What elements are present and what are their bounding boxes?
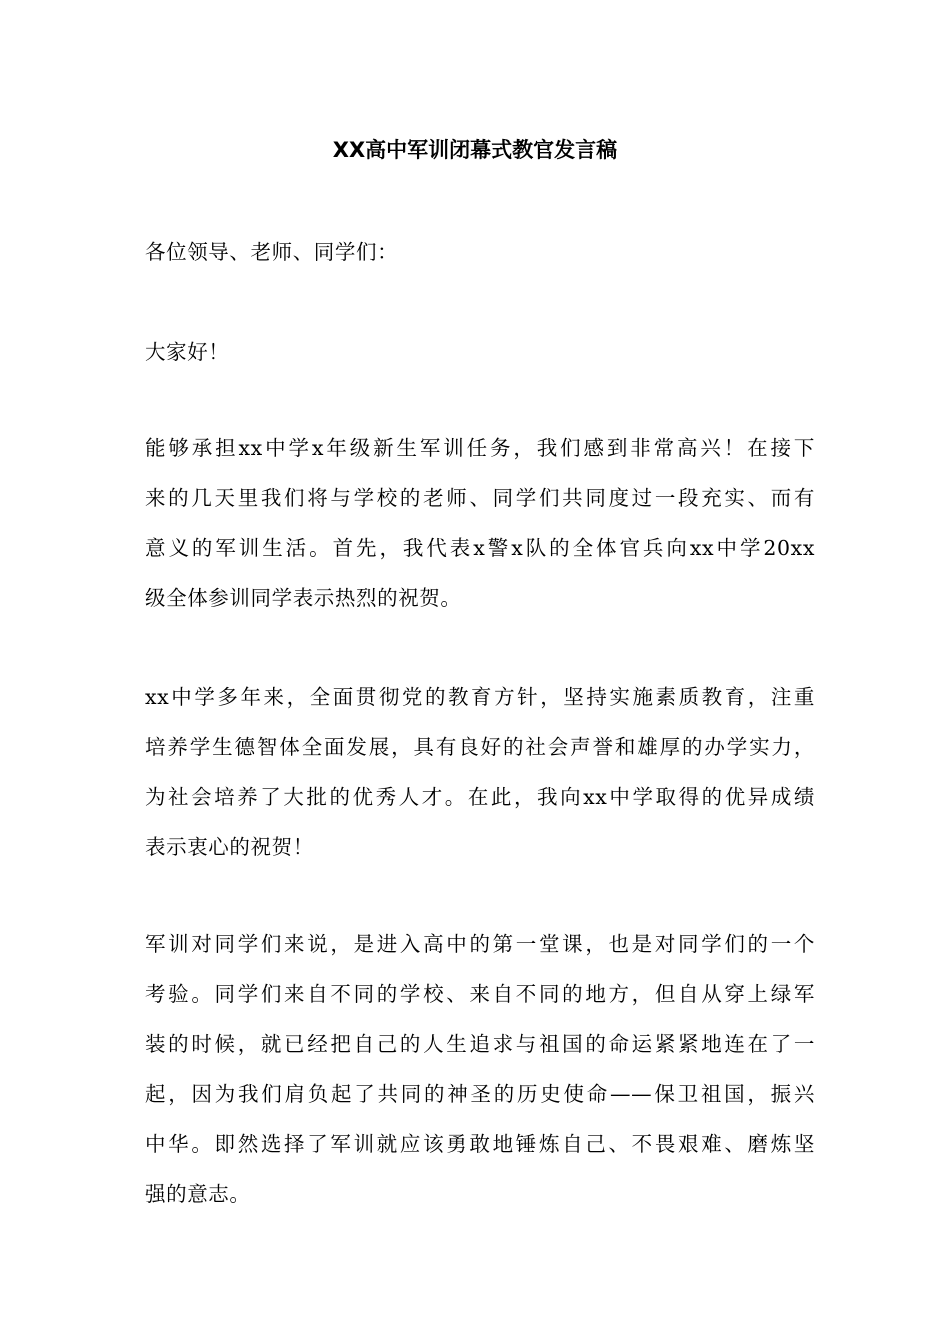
paragraph-line: 级全体参训同学表示热烈的祝贺。 <box>145 586 462 610</box>
paragraph-line: 中华。即然选择了军训就应该勇敢地锤炼自己、不畏艰难、磨炼坚 <box>145 1132 815 1156</box>
document-title: XX高中军训闭幕式教官发言稿 <box>332 138 618 162</box>
paragraph-line: 能够承担xx中学x年级新生军训任务，我们感到非常高兴！在接下 <box>145 436 815 460</box>
greeting <box>145 327 815 377</box>
paragraph-line: 培养学生德智体全面发展，具有良好的社会声誉和雄厚的办学实力， <box>145 735 815 759</box>
paragraph-line: 表示衷心的祝贺！ <box>145 835 314 859</box>
paragraph-2 <box>145 672 815 872</box>
paragraph-line: 强的意志。 <box>145 1182 251 1206</box>
paragraph-line: 起，因为我们肩负起了共同的神圣的历史使命——保卫祖国，振兴 <box>145 1082 815 1106</box>
salutation-text: 各位领导、老师、同学们： <box>145 240 399 264</box>
paragraph-line: 为社会培养了大批的优秀人才。在此，我向xx中学取得的优异成绩 <box>145 785 815 809</box>
paragraph-3 <box>145 919 815 1219</box>
paragraph-line: 考验。同学们来自不同的学校、来自不同的地方，但自从穿上绿军 <box>145 982 815 1006</box>
paragraph-line: 军训对同学们来说，是进入高中的第一堂课，也是对同学们的一个 <box>145 932 815 956</box>
paragraph-line: 意义的军训生活。首先，我代表x警x队的全体官兵向xx中学20xx <box>145 536 815 560</box>
paragraph-line: 装的时候，就已经把自己的人生追求与祖国的命运紧紧地连在了一 <box>145 1032 815 1056</box>
salutation <box>145 227 815 277</box>
paragraph-line: xx中学多年来，全面贯彻党的教育方针，坚持实施素质教育，注重 <box>145 685 815 709</box>
greeting-text: 大家好！ <box>145 340 230 364</box>
paragraph-line: 来的几天里我们将与学校的老师、同学们共同度过一段充实、而有 <box>145 486 815 510</box>
paragraph-1 <box>145 423 815 623</box>
